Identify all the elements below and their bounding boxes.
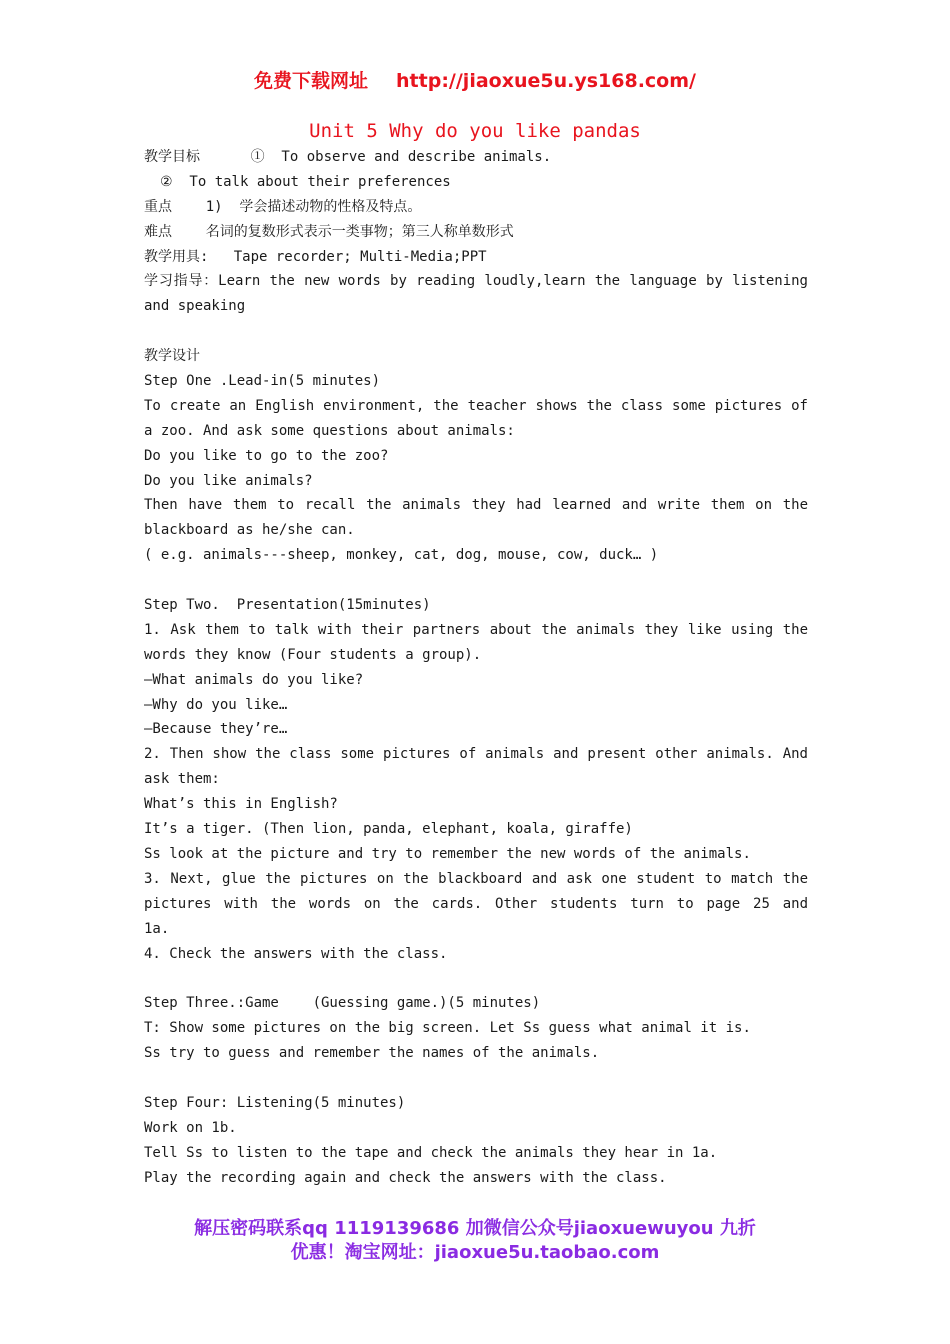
step-one-line: ( e.g. animals---sheep, monkey, cat, dog, mouse, cow, duck… ) <box>144 547 659 564</box>
study-guide-line-2: and speaking <box>144 298 246 315</box>
step-two-line: —What animals do you like? <box>144 671 364 688</box>
step-two-line: 2. Then show the class some pictures of animals and present other animals. And <box>144 746 808 763</box>
design-heading: 教学设计 <box>144 348 200 365</box>
step-two-line: 1a. <box>144 920 170 937</box>
page-title: Unit 5 Why do you like pandas <box>309 120 641 142</box>
step-three-title: Step Three.:Game (Guessing game.)(5 minutes) <box>144 995 541 1012</box>
step-four-line: Tell Ss to listen to the tape and check the animals they hear in 1a. <box>144 1144 718 1161</box>
step-two-line: words they know (Four students a group). <box>144 646 482 663</box>
step-one-line: blackboard as he/she can. <box>144 522 355 539</box>
step-two-line: Ss look at the picture and try to remember the new words of the animals. <box>144 845 751 862</box>
teaching-goal-2: ② To talk about their preferences <box>160 173 451 190</box>
step-one-line: a zoo. And ask some questions about animals: <box>144 422 515 439</box>
step-three-line: Ss try to guess and remember the names of the animals. <box>144 1045 600 1062</box>
step-three-line: T: Show some pictures on the big screen. Let Ss guess what animal it is. <box>144 1020 751 1037</box>
contact-footer <box>0 1217 950 1265</box>
key-point: 重点 1) 学会描述动物的性格及特点。 <box>144 198 422 215</box>
teaching-goal-1: 教学目标 ① To observe and describe animals. <box>144 149 552 165</box>
step-two-line: 1. Ask them to talk with their partners about the animals they like using the <box>144 621 808 638</box>
step-four-title: Step Four: Listening(5 minutes) <box>144 1094 406 1111</box>
step-two-line: ask them: <box>144 771 220 788</box>
header-url[interactable]: http://jiaoxue5u.ys168.com/ <box>396 70 696 92</box>
download-header <box>0 66 950 93</box>
step-one-title: Step One .Lead-in(5 minutes) <box>144 373 381 390</box>
footer-line-1: 解压密码联系qq 1119139686 加微信公众号jiaoxuewuyou 九折 <box>194 1218 756 1239</box>
step-one-line: To create an English environment, the teacher shows the class some pictures of <box>144 397 808 414</box>
step-two-line: pictures with the words on the cards. Other students turn to page 25 and <box>144 895 808 912</box>
study-guide-line-1: 学习指导：Learn the new words by reading loudly,learn the language by listening <box>144 273 808 290</box>
step-four-line: Work on 1b. <box>144 1119 237 1136</box>
footer-line-2[interactable]: 优惠！淘宝网址：jiaoxue5u.taobao.com <box>290 1242 660 1263</box>
step-four-line: Play the recording again and check the answers with the class. <box>144 1169 667 1186</box>
step-one-line: Then have them to recall the animals they had learned and write them on the <box>144 497 808 514</box>
step-two-line: What’s this in English? <box>144 796 338 813</box>
lesson-body <box>144 145 808 1190</box>
teaching-tools: 教学用具: Tape recorder; Multi-Media;PPT <box>144 248 487 265</box>
step-two-title: Step Two. Presentation(15minutes) <box>144 597 431 614</box>
step-two-line: —Why do you like… <box>144 696 288 713</box>
step-two-line: —Because they’re… <box>144 721 288 738</box>
difficult-point: 难点 名词的复数形式表示一类事物；第三人称单数形式 <box>144 223 514 240</box>
header-label: 免费下载网址 <box>254 70 369 92</box>
step-two-line: 3. Next, glue the pictures on the blackboard and ask one student to match the <box>144 870 808 887</box>
step-one-line: Do you like to go to the zoo? <box>144 447 389 464</box>
step-one-line: Do you like animals? <box>144 472 313 489</box>
step-two-line: 4. Check the answers with the class. <box>144 945 448 962</box>
step-two-line: It’s a tiger. (Then lion, panda, elephant, koala, giraffe) <box>144 821 633 838</box>
